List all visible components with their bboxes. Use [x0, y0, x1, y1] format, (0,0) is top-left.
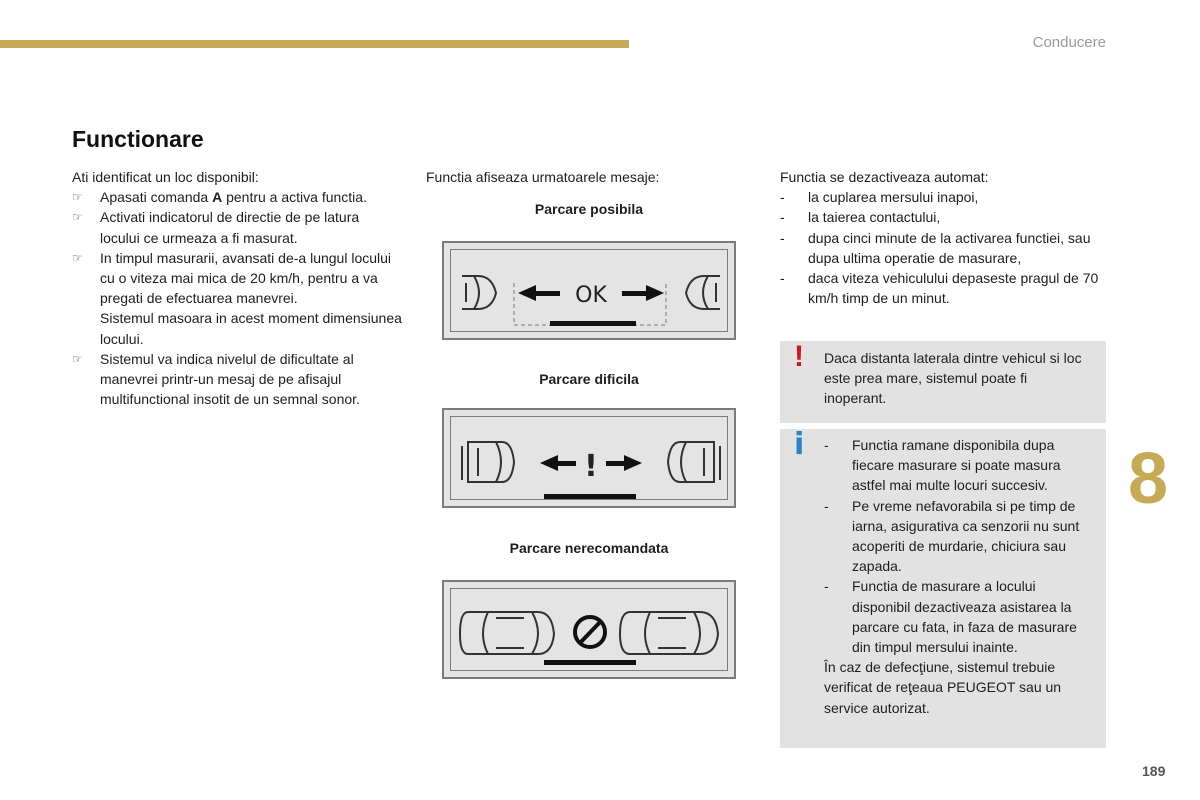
list-item: - la cuplarea mersului inapoi,	[780, 189, 979, 206]
info-note: În caz de defecţiune, sistemul trebuie verificat de reţeaua PEUGEOT sau un service autorizat.	[824, 659, 1062, 716]
message-label-difficult: Parcare dificila	[539, 371, 639, 387]
list-item: ☞ Sistemul va indica nivelul de dificultate al manevrei printr-un mesaj de pe afisajul multifunctional insotit de un semnal sonor.	[72, 350, 360, 408]
intro-text: Ati identificat un loc disponibil:	[72, 169, 259, 185]
parking-difficult-diagram	[444, 410, 738, 510]
list-item: - Pe vreme nefavorabila si pe timp de iarna, asigurativa ca senzorii nu sunt acoperiti de murdarie, chiciura sau zapada.	[824, 497, 1080, 575]
car-left-icon	[462, 442, 514, 482]
car-left-icon	[462, 276, 496, 309]
car-right-icon	[668, 442, 720, 482]
list-item: - Functia ramane disponibila dupa fiecare masurare si poate masura astfel mai multe locuri succesiv.	[824, 437, 1061, 494]
pointing-hand-icon: ☞	[72, 250, 83, 265]
car-right-icon	[686, 276, 720, 309]
exclamation-symbol: !	[584, 449, 598, 484]
section-title: Functionare	[72, 126, 204, 152]
warning-box	[780, 341, 1106, 423]
car-left-icon	[460, 612, 554, 654]
intro-text: Functia afiseaza urmatoarele mesaje:	[426, 169, 660, 185]
warning-icon: !	[794, 340, 804, 373]
display-panel-possible	[442, 241, 736, 340]
pointing-hand-icon: ☞	[72, 190, 83, 205]
ok-symbol: OK	[575, 283, 607, 308]
list-item: ☞ In timpul masurarii, avansati de-a lungul locului cu o viteza mai mica de 20 km/h, pentru a va pregati de efectuarea manevrei. Sistemul masoara in acest moment dimensiunea locului.	[72, 248, 402, 349]
header-accent-bar	[0, 40, 629, 48]
page-number: 189	[1142, 763, 1166, 779]
info-icon: i	[794, 427, 805, 462]
display-panel-difficult	[442, 408, 736, 508]
column-activation	[72, 167, 402, 409]
list-item: - la taierea contactului,	[780, 209, 941, 226]
intro-text: Functia se dezactiveaza automat:	[780, 169, 989, 185]
level-bar	[550, 321, 636, 326]
chapter-number: 8	[1128, 439, 1169, 519]
chapter-title: Conducere	[1032, 34, 1106, 51]
parking-possible-diagram	[444, 243, 738, 342]
list-item: ☞ Activati indicatorul de directie de pe latura locului ce urmeaza a fi masurat.	[72, 209, 360, 246]
warning-text: Daca distanta laterala dintre vehicul si loc este prea mare, sistemul poate fi inoperant.	[824, 350, 1082, 407]
list-item-extra: Sistemul masoara in acest moment dimensiunea locului.	[100, 310, 402, 347]
message-label-not-recommended: Parcare nerecomandata	[509, 540, 669, 556]
parking-not-recommended-diagram	[444, 582, 738, 681]
list-item: ☞ Apasati comanda A pentru a activa functia.	[72, 187, 402, 207]
list-item: - Functia de masurare a locului disponibil dezactiveaza asistarea la parcare cu fata, in faza de masurare din timpul mersului inainte.	[824, 578, 1077, 656]
level-bar	[544, 494, 636, 499]
column-deactivation	[780, 167, 1110, 308]
info-box	[780, 429, 1106, 748]
display-panel-not-recommended	[442, 580, 736, 679]
arrow-left-icon	[556, 461, 576, 466]
arrow-left-icon	[534, 291, 560, 296]
arrow-right-icon	[622, 291, 648, 296]
column-messages	[426, 167, 756, 187]
pointing-hand-icon: ☞	[72, 210, 83, 225]
list-item: - daca viteza vehiculului depaseste pragul de 70 km/h timp de un minut.	[780, 270, 1099, 307]
car-right-icon	[620, 612, 718, 654]
level-bar	[544, 660, 636, 665]
pointing-hand-icon: ☞	[72, 351, 83, 366]
arrow-right-icon	[606, 461, 626, 466]
message-label-possible: Parcare posibila	[534, 201, 644, 217]
list-item: - dupa cinci minute de la activarea functiei, sau dupa ultima operatie de masurare,	[780, 229, 1091, 266]
